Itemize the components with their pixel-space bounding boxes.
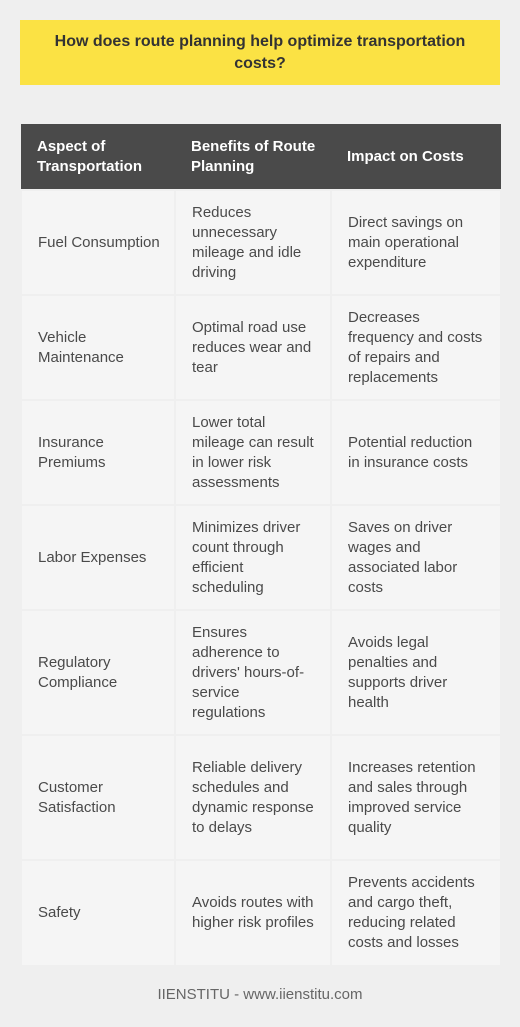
benefit-cell: Avoids routes with higher risk profiles — [175, 860, 331, 966]
column-header-aspect: Aspect of Transportation — [21, 124, 175, 190]
table-row — [21, 295, 501, 400]
aspect-cell: Customer Satisfaction — [21, 735, 175, 860]
benefit-cell: Optimal road use reduces wear and tear — [175, 295, 331, 400]
table-row — [21, 190, 501, 295]
table-row — [21, 610, 501, 735]
impact-cell: Potential reduction in insurance costs — [331, 400, 501, 505]
aspect-cell: Labor Expenses — [21, 505, 175, 610]
benefit-cell: Lower total mileage can result in lower risk assessments — [175, 400, 331, 505]
impact-cell: Direct savings on main operational expenditure — [331, 190, 501, 295]
footer-credit: IIENSTITU - www.iienstitu.com — [157, 986, 363, 1003]
benefit-cell: Ensures adherence to drivers' hours-of-service regulations — [175, 610, 331, 735]
data-table — [20, 124, 502, 967]
aspect-cell: Insurance Premiums — [21, 400, 175, 505]
table-row — [21, 505, 501, 610]
column-header-impact: Impact on Costs — [331, 124, 501, 190]
aspect-cell: Vehicle Maintenance — [21, 295, 175, 400]
benefit-cell: Reliable delivery schedules and dynamic response to delays — [175, 735, 331, 860]
table-row — [21, 860, 501, 966]
impact-cell: Avoids legal penalties and supports driver health — [331, 610, 501, 735]
table-row — [21, 735, 501, 860]
page-title: How does route planning help optimize transportation costs? — [20, 20, 500, 85]
impact-cell: Prevents accidents and cargo theft, reducing related costs and losses — [331, 860, 501, 966]
benefit-cell: Reduces unnecessary mileage and idle driving — [175, 190, 331, 295]
impact-cell: Saves on driver wages and associated labor costs — [331, 505, 501, 610]
impact-cell: Decreases frequency and costs of repairs and replacements — [331, 295, 501, 400]
impact-cell: Increases retention and sales through improved service quality — [331, 735, 501, 860]
aspect-cell: Regulatory Compliance — [21, 610, 175, 735]
aspect-cell: Safety — [21, 860, 175, 966]
aspect-cell: Fuel Consumption — [21, 190, 175, 295]
table-row — [21, 400, 501, 505]
column-header-benefits: Benefits of Route Planning — [175, 124, 331, 190]
table-header-row — [21, 124, 501, 190]
benefit-cell: Minimizes driver count through efficient scheduling — [175, 505, 331, 610]
